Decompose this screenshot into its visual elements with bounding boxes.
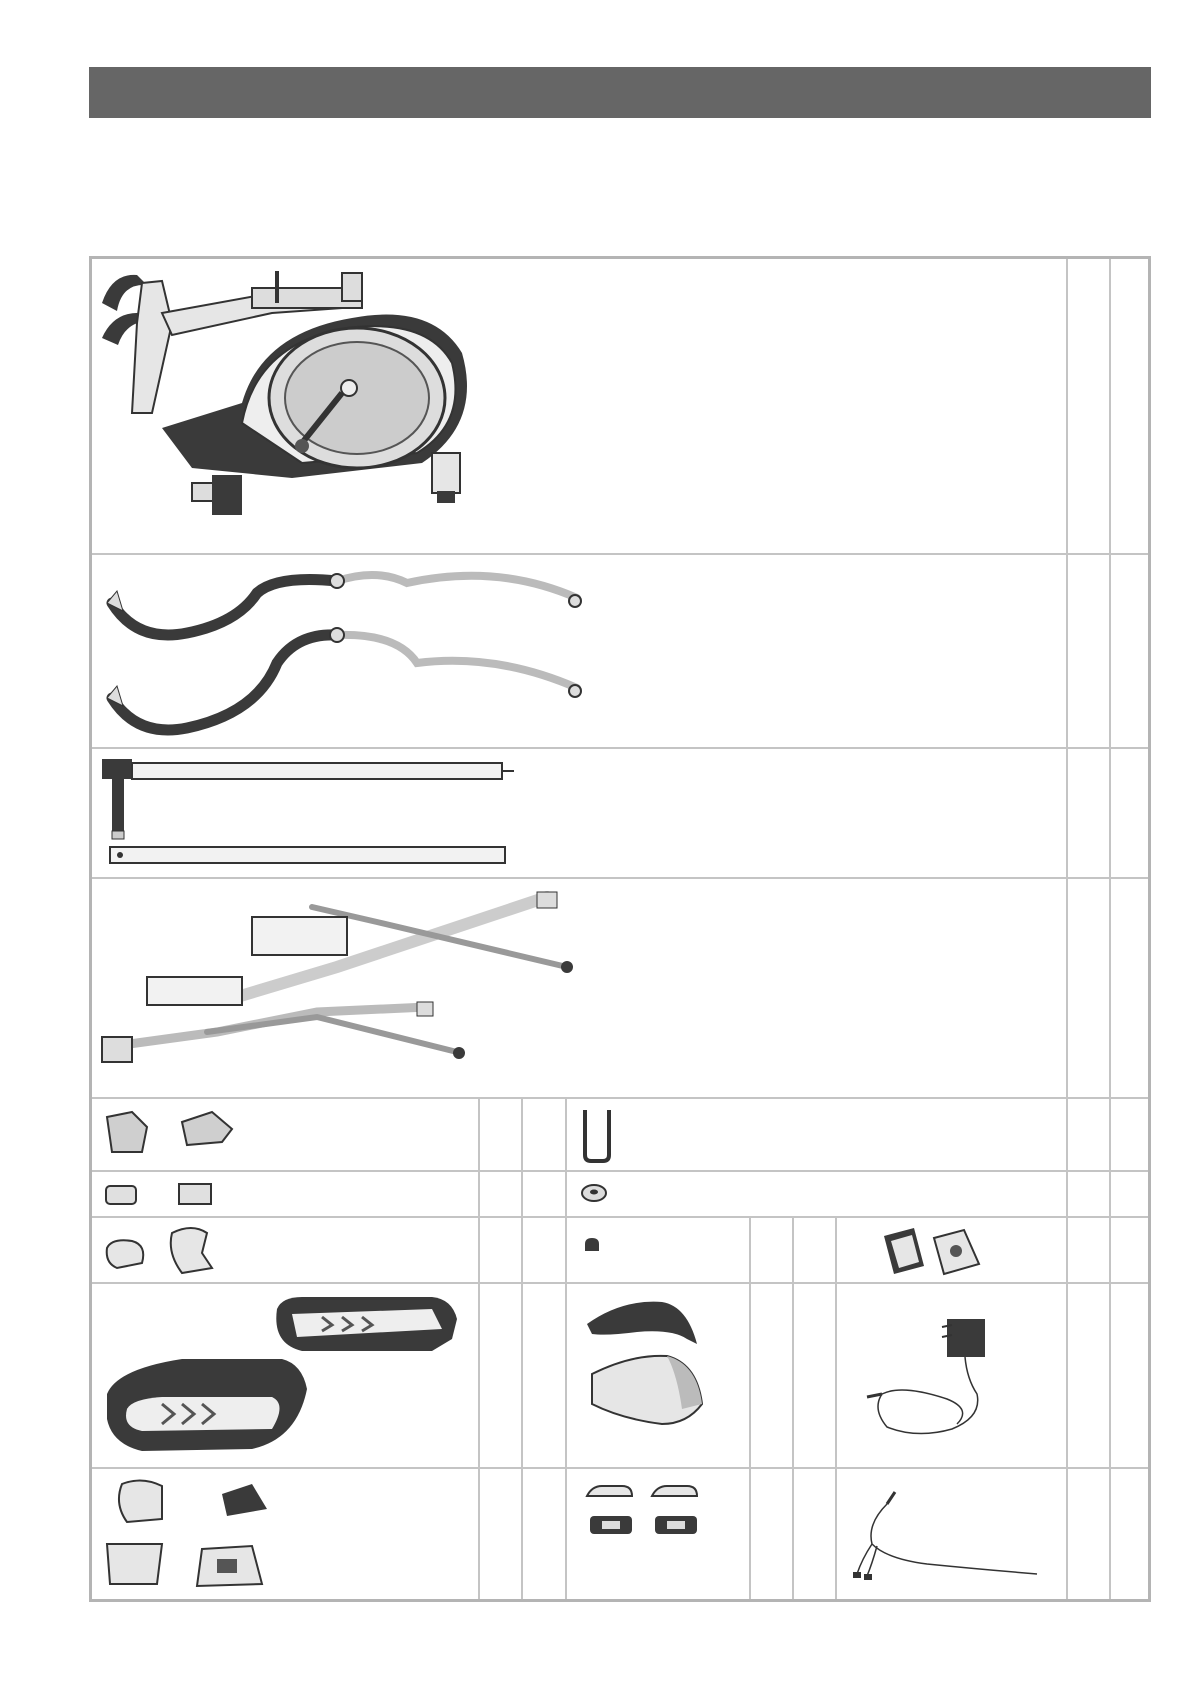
clip-set-icon (582, 1481, 712, 1541)
col-divider (792, 1216, 794, 1599)
row-divider (92, 553, 1148, 555)
row-divider (92, 1216, 1148, 1218)
power-adapter-icon (857, 1299, 1007, 1459)
shroud-pair-icon (582, 1294, 712, 1434)
section-header-bar (89, 67, 1151, 118)
handlebar-pair-icon (97, 563, 597, 743)
col-divider (749, 1216, 751, 1599)
col-divider (835, 1216, 837, 1599)
rail-pair-icon (102, 759, 522, 869)
row-divider (92, 877, 1148, 879)
console-bracket-pair-icon (879, 1226, 989, 1276)
row-divider (92, 1282, 1148, 1284)
row-divider (92, 1467, 1148, 1469)
col-divider (1066, 259, 1068, 1599)
sensor-cable-icon (847, 1484, 1047, 1594)
row-divider (92, 1170, 1148, 1172)
elliptical-main-frame-icon (92, 263, 512, 548)
col-divider (565, 1097, 567, 1599)
parts-table (89, 256, 1151, 1602)
foot-pedal-pair-icon (102, 1289, 472, 1459)
cap-nut-icon (582, 1236, 602, 1254)
u-bracket-icon (577, 1105, 617, 1165)
washer-icon (579, 1181, 609, 1205)
row-divider (92, 747, 1148, 749)
col-divider (521, 1097, 523, 1599)
end-cap-pair-icon (102, 1223, 232, 1278)
row-divider (92, 1097, 1148, 1099)
col-divider (478, 1097, 480, 1599)
pivot-cover-set-icon (102, 1474, 302, 1594)
small-cover-pair-icon (104, 1181, 224, 1211)
joint-cover-pair-icon (102, 1107, 242, 1157)
col-divider (1109, 259, 1111, 1599)
pedal-arm-pair-icon (97, 887, 597, 1092)
